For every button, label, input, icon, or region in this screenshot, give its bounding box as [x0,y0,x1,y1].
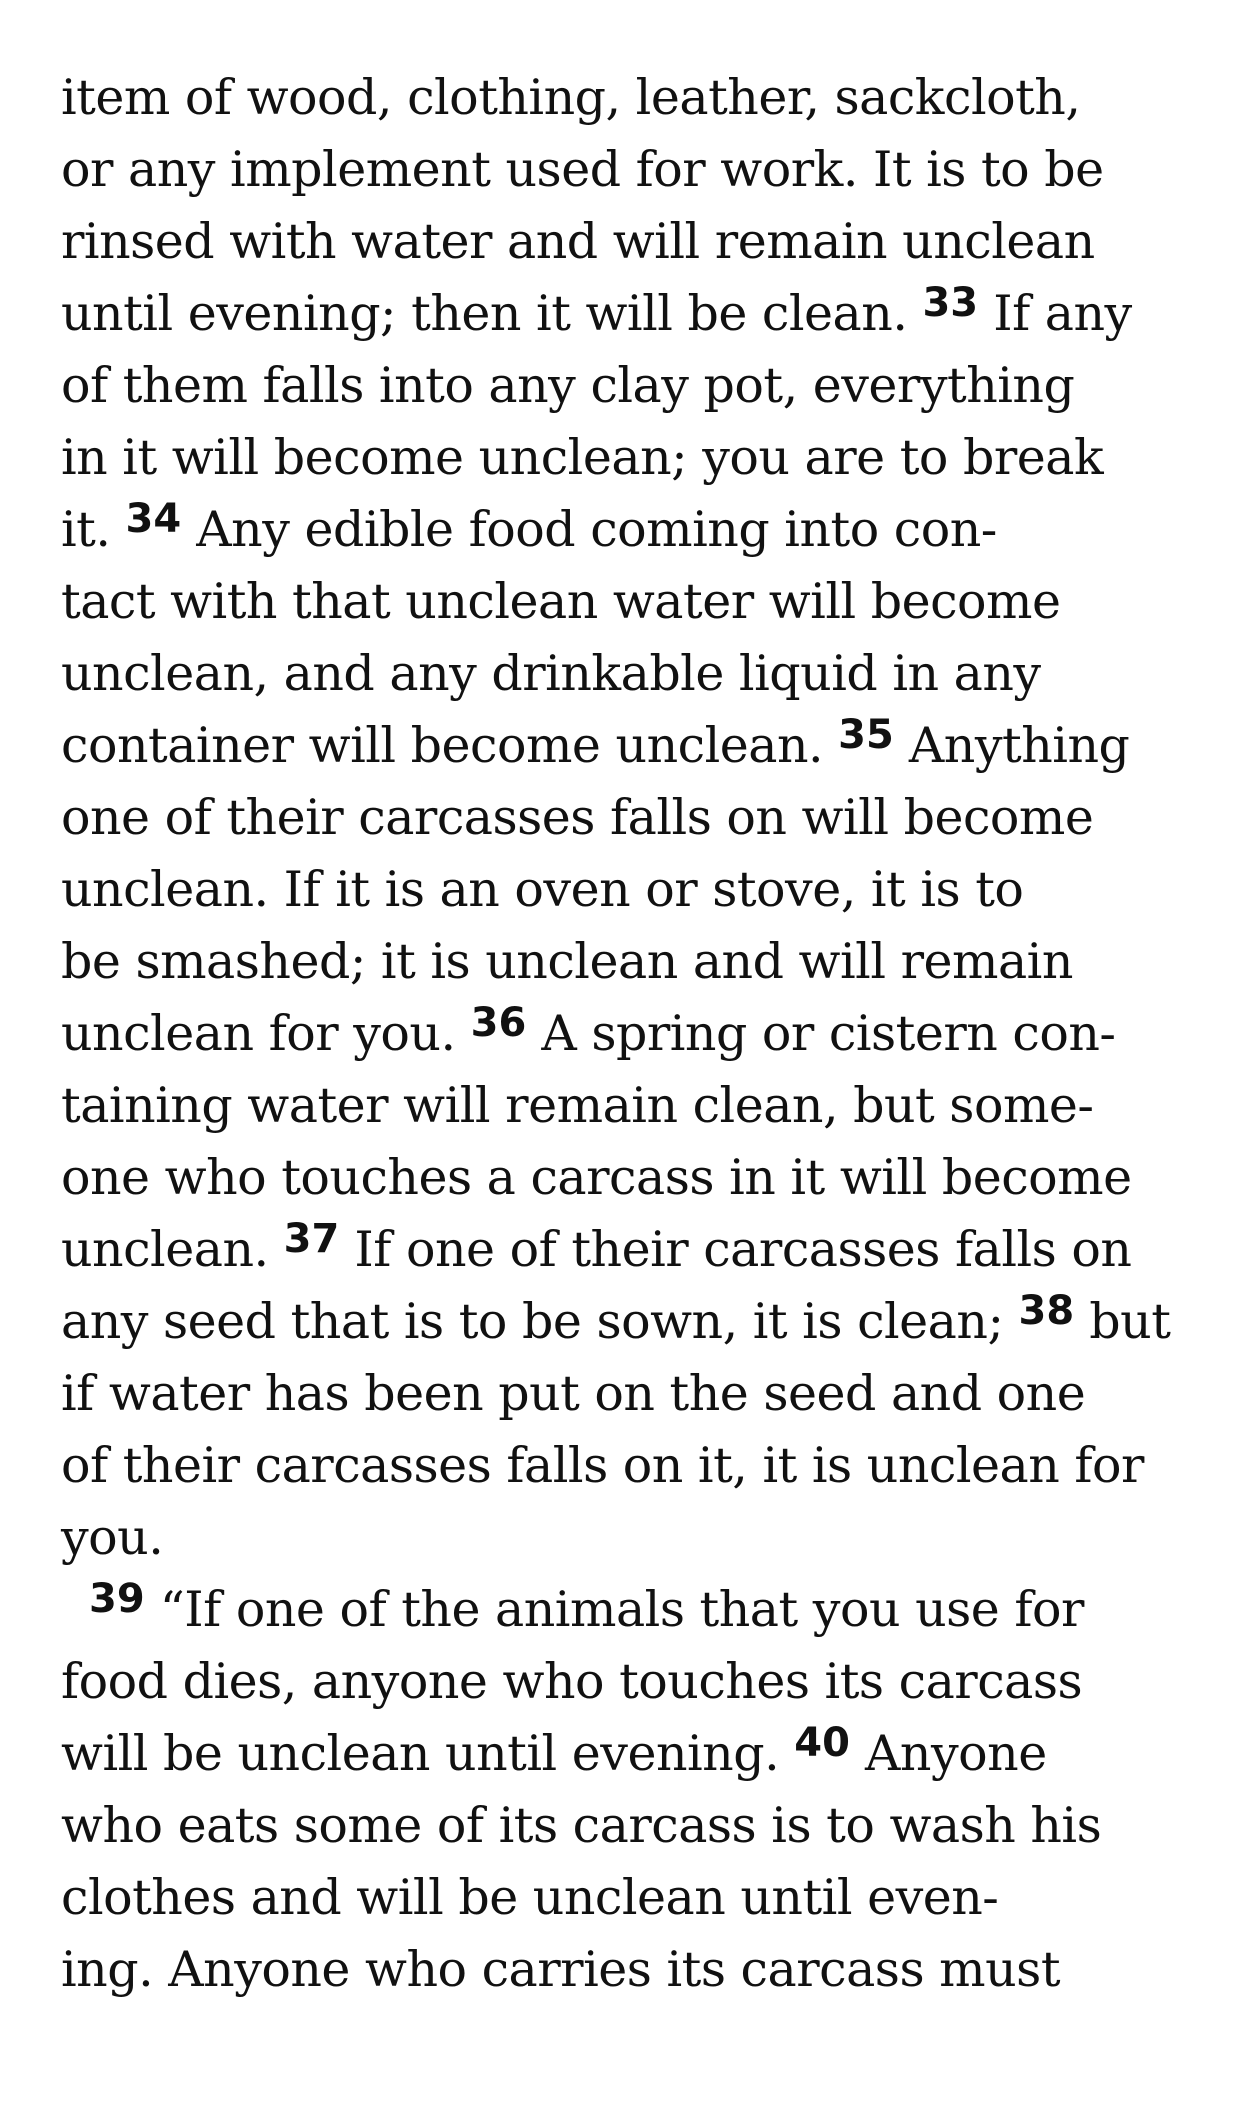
text-span: one of their carcasses falls on will become [61,789,1094,846]
text-line [61,854,1023,926]
text-span: item of wood, clothing, leather, sackcloth, [61,69,1081,126]
text-span: “If one of the animals that you use for [144,1581,1084,1638]
text-span: any seed that is to be sown, it is clean; [61,1293,1019,1350]
text-span: rinsed with water and will remain unclean [61,213,1095,270]
text-line [61,62,1080,134]
verse-number-40: 40 [794,1720,850,1766]
verse-number-34: 34 [125,496,182,542]
text-span: Anything [893,717,1130,774]
text-span: clothes and will be unclean until even- [61,1869,999,1926]
text-line [61,494,997,566]
text-line [61,134,1104,206]
text-line [61,926,1073,998]
text-line [61,1070,1093,1142]
text-line [61,350,1074,422]
text-line [61,1358,1085,1430]
verse-number-35: 35 [838,712,894,758]
text-span: Any edible food coming into con- [181,501,997,558]
text-span: if water has been put on the seed and one [61,1365,1086,1422]
text-line [61,998,1116,1070]
text-span: but [1074,1293,1171,1350]
text-span: unclean. [61,1221,284,1278]
text-line [61,1286,1170,1358]
text-span: who eats some of its carcass is to wash his [61,1797,1102,1854]
text-line [61,1142,1132,1214]
text-span: ing. Anyone who carries its carcass must [61,1941,1061,1998]
verse-number-39: 39 [89,1576,145,1622]
text-line [61,1214,1131,1286]
text-span: until evening; then it will be clean. [61,285,923,342]
text-span: If any [978,285,1132,342]
text-span: A spring or cistern con- [526,1005,1116,1062]
text-span: taining water will remain clean, but some- [61,1077,1094,1134]
text-line [61,1502,163,1574]
text-span: food dies, anyone who touches its carcass [61,1653,1083,1710]
text-line [61,422,1103,494]
text-span: it. [61,501,126,558]
text-line [61,1718,1047,1790]
text-line [61,1934,1060,2006]
text-span: unclean. If it is an oven or stove, it is to [61,861,1024,918]
verse-number-37: 37 [283,1216,340,1262]
text-span: one who touches a carcass in it will become [61,1149,1132,1206]
text-span: tact with that unclean water will become [61,573,1061,630]
text-span: of their carcasses falls on it, it is unclean for [61,1437,1144,1494]
verse-number-33: 33 [922,280,979,326]
text-span: in it will become unclean; you are to break [61,429,1104,486]
text-span: container will become unclean. [61,717,839,774]
text-span: Anyone [849,1725,1047,1782]
text-line [61,1430,1144,1502]
text-line [61,638,1041,710]
text-line [61,278,1132,350]
text-span: unclean for you. [61,1005,471,1062]
text-span: of them falls into any clay pot, everything [61,357,1075,414]
text-line [61,566,1061,638]
text-line [61,1646,1082,1718]
text-line [61,206,1095,278]
text-span: you. [61,1509,164,1566]
text-span: unclean, and any drinkable liquid in any [61,645,1041,702]
text-span: be smashed; it is unclean and will remain [61,933,1073,990]
text-line [61,782,1093,854]
text-line [61,1574,1084,1646]
text-line [61,1862,998,1934]
verse-number-38: 38 [1018,1288,1075,1334]
text-span: will be unclean until evening. [61,1725,795,1782]
text-line [61,710,1129,782]
text-span: or any implement used for work. It is to be [61,141,1104,198]
text-span: If one of their carcasses falls on [339,1221,1132,1278]
verse-number-36: 36 [470,1000,527,1046]
text-line [61,1790,1101,1862]
